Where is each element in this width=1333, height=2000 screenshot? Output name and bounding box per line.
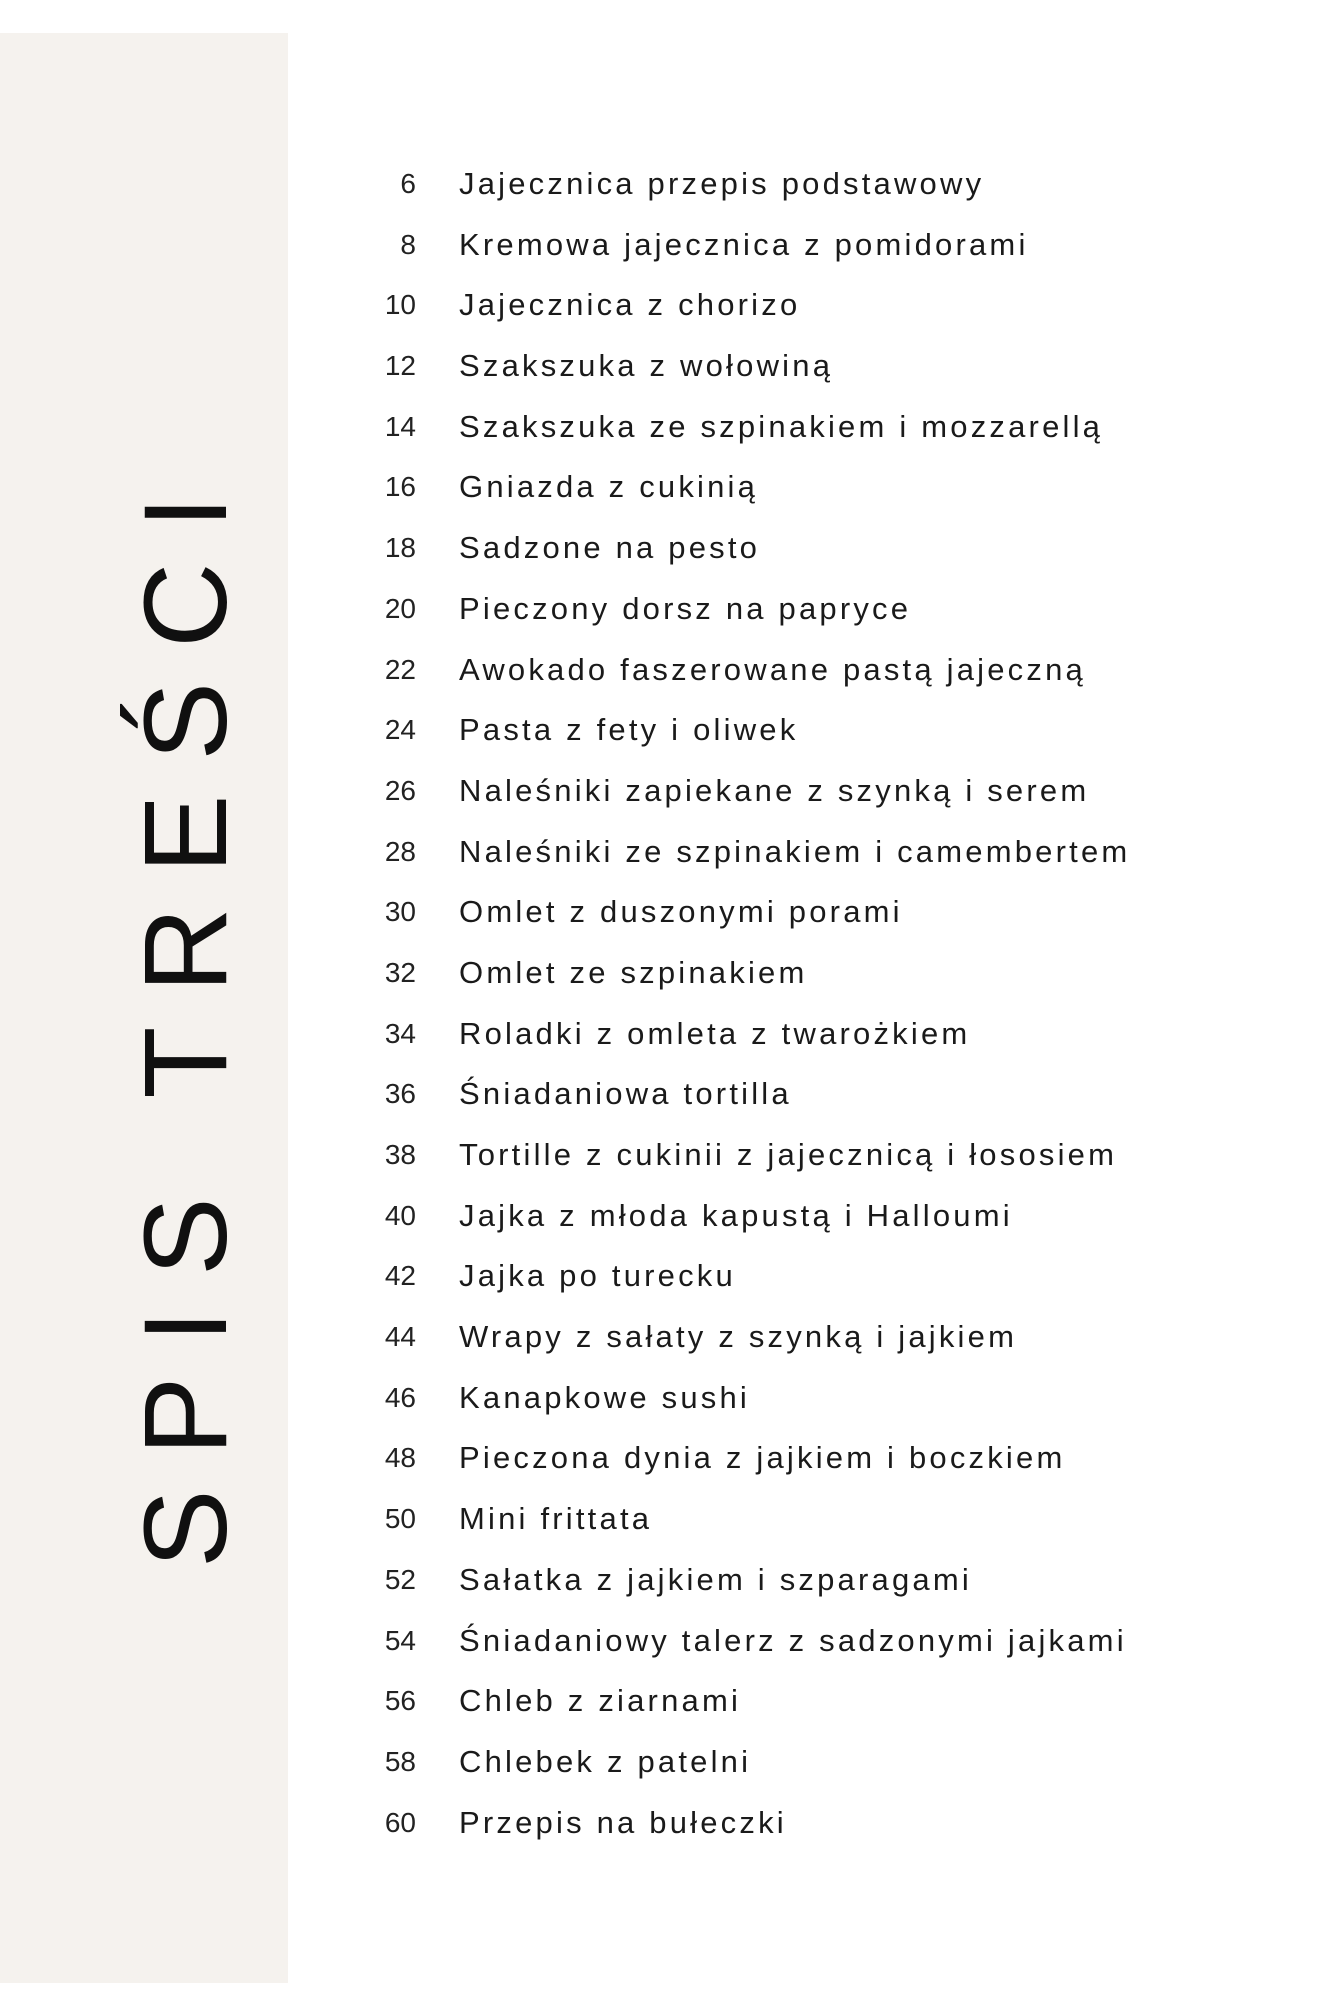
toc-entry[interactable] [0, 1194, 1333, 1255]
toc-page-number: 58 [384, 1745, 416, 1777]
toc-entry-title: Omlet z duszonymi porami [459, 894, 903, 930]
toc-entry[interactable] [0, 465, 1333, 526]
toc-page-number: 14 [384, 410, 416, 442]
toc-entry[interactable] [0, 283, 1333, 344]
toc-entry[interactable] [0, 1619, 1333, 1680]
table-of-contents [0, 162, 1333, 1861]
toc-page-number: 54 [384, 1624, 416, 1656]
toc-entry[interactable] [0, 526, 1333, 587]
toc-entry-title: Chleb z ziarnami [459, 1683, 742, 1719]
toc-page-number: 44 [384, 1321, 416, 1353]
toc-entry-title: Jajecznica z chorizo [459, 287, 801, 323]
toc-entry-title: Sałatka z jajkiem i szparagami [459, 1561, 972, 1597]
toc-entry-title: Pieczona dynia z jajkiem i boczkiem [459, 1440, 1066, 1476]
toc-entry[interactable] [0, 1012, 1333, 1073]
toc-entry[interactable] [0, 769, 1333, 830]
toc-entry[interactable] [0, 1133, 1333, 1194]
toc-entry-title: Gniazda z cukinią [459, 469, 759, 505]
toc-entry[interactable] [0, 830, 1333, 891]
toc-entry[interactable] [0, 1254, 1333, 1315]
toc-entry-title: Tortille z cukinii z jajecznicą i łososiem [459, 1137, 1118, 1172]
toc-entry[interactable] [0, 890, 1333, 951]
toc-page-number: 40 [384, 1199, 416, 1231]
toc-page-number: 24 [384, 714, 416, 746]
toc-page-number: 6 [400, 168, 416, 199]
toc-entry-title: Awokado faszerowane pastą jajeczną [459, 651, 1086, 687]
toc-page-number: 52 [384, 1563, 416, 1595]
toc-entry[interactable] [0, 162, 1333, 223]
toc-entry-title: Omlet ze szpinakiem [459, 954, 808, 990]
toc-entry-title: Szakszuka z wołowiną [459, 348, 834, 384]
toc-entry-title: Kremowa jajecznica z pomidorami [459, 226, 1029, 262]
toc-entry[interactable] [0, 1072, 1333, 1133]
toc-page-number: 38 [384, 1139, 416, 1170]
toc-entry-title: Chlebek z patelni [459, 1743, 752, 1779]
toc-entry-title: Sadzone na pesto [459, 530, 761, 566]
toc-entry-title: Pieczony dorsz na papryce [459, 590, 912, 626]
toc-entry-title: Śniadaniowy talerz z sadzonymi jajkami [459, 1622, 1127, 1658]
toc-page-number: 48 [384, 1442, 416, 1474]
toc-page-number: 60 [384, 1806, 416, 1838]
toc-page-number: 26 [384, 774, 416, 806]
toc-page-number: 30 [384, 896, 416, 928]
toc-entry[interactable] [0, 1679, 1333, 1740]
toc-page-number: 56 [384, 1685, 416, 1717]
toc-entry-title: Naleśniki zapiekane z szynką i serem [459, 772, 1090, 808]
toc-entry[interactable] [0, 1558, 1333, 1619]
toc-entry[interactable] [0, 951, 1333, 1012]
toc-entry[interactable] [0, 648, 1333, 709]
toc-entry[interactable] [0, 587, 1333, 648]
toc-page-number: 28 [384, 835, 416, 867]
toc-entry-title: Szakszuka ze szpinakiem i mozzarellą [459, 408, 1104, 444]
toc-page-number: 16 [384, 471, 416, 503]
toc-page-number: 32 [384, 956, 416, 988]
toc-entry-title: Jajka po turecku [459, 1258, 736, 1294]
toc-entry-title: Pasta z fety i oliwek [459, 712, 799, 748]
toc-page-number: 8 [400, 228, 416, 260]
toc-entry-title: Naleśniki ze szpinakiem i camembertem [459, 833, 1131, 869]
toc-page-number: 42 [384, 1260, 416, 1292]
toc-entry-title: Jajecznica przepis podstawowy [459, 166, 985, 201]
toc-entry[interactable] [0, 708, 1333, 769]
toc-entry-title: Przepis na bułeczki [459, 1804, 787, 1840]
toc-page-number: 18 [384, 532, 416, 564]
toc-page-number: 10 [384, 289, 416, 321]
toc-entry-title: Mini frittata [459, 1501, 653, 1537]
toc-page-number: 34 [384, 1017, 416, 1049]
toc-entry[interactable] [0, 1740, 1333, 1801]
toc-entry-title: Roladki z omleta z twarożkiem [459, 1015, 971, 1051]
toc-entry[interactable] [0, 1497, 1333, 1558]
toc-entry[interactable] [0, 405, 1333, 466]
toc-entry-title: Jajka z młoda kapustą i Halloumi [459, 1197, 1013, 1233]
toc-entry-title: Wrapy z sałaty z szynką i jajkiem [459, 1319, 1018, 1355]
toc-page-number: 50 [384, 1503, 416, 1535]
toc-entry[interactable] [0, 223, 1333, 284]
page-title: SPIS TREŚCI [120, 461, 252, 1569]
toc-entry[interactable] [0, 1376, 1333, 1437]
toc-entry-title: Kanapkowe sushi [459, 1379, 750, 1415]
toc-entry[interactable] [0, 1801, 1333, 1862]
toc-entry[interactable] [0, 1315, 1333, 1376]
toc-page-number: 20 [384, 592, 416, 624]
toc-page-number: 12 [384, 350, 416, 382]
toc-page-number: 46 [384, 1381, 416, 1413]
toc-entry[interactable] [0, 344, 1333, 405]
toc-entry-title: Śniadaniowa tortilla [459, 1076, 792, 1112]
toc-page-number: 36 [384, 1078, 416, 1110]
toc-page-number: 22 [384, 653, 416, 685]
toc-entry[interactable] [0, 1436, 1333, 1497]
